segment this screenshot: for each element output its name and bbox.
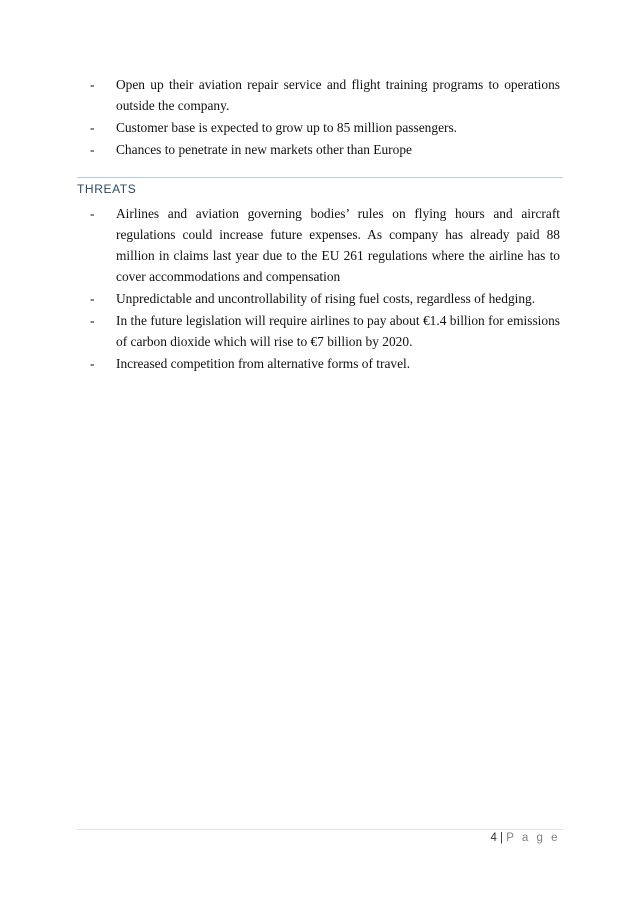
list-item: [90, 117, 560, 138]
page-number: 4: [490, 832, 497, 844]
page-label: P a g e: [506, 832, 560, 844]
bullet-dash: -: [90, 120, 95, 135]
list-item: [90, 310, 560, 352]
list-item: [90, 353, 560, 374]
list-item-text: Unpredictable and uncontrollability of rising fuel costs, regardless of hedging.: [116, 291, 536, 306]
list-item-text: Chances to penetrate in new markets other than Europe: [116, 142, 412, 157]
list-item-text: Increased competition from alternative forms of travel.: [116, 356, 411, 371]
list-item-text: Open up their aviation repair service and flight training programs to operations outside the company.: [116, 77, 560, 113]
bullet-dash: -: [90, 291, 95, 306]
threats-list: [90, 203, 560, 375]
bullet-dash: -: [90, 313, 95, 328]
threats-heading: THREATS: [77, 177, 563, 203]
list-item: [90, 74, 560, 116]
list-item-text: Airlines and aviation governing bodies’ rules on flying hours and aircraft regulations could increase future expenses. As company has already paid 88 million in claims last year due to the EU 261 regulations where the airline has to cover accommodations and compensation: [116, 206, 560, 284]
bullet-dash: -: [90, 206, 95, 221]
list-item-text: Customer base is expected to grow up to 85 million passengers.: [116, 120, 458, 135]
opportunities-list: [90, 74, 560, 161]
footer-separator: |: [500, 832, 504, 844]
footer-divider: [77, 829, 563, 830]
bullet-dash: -: [90, 356, 95, 371]
list-item: [90, 139, 560, 160]
page-footer: [490, 832, 560, 844]
bullet-dash: -: [90, 77, 95, 92]
bullet-dash: -: [90, 142, 95, 157]
list-item-text: In the future legislation will require airlines to pay about €1.4 billion for emissions of carbon dioxide which will rise to €7 billion by 2020.: [116, 313, 560, 349]
list-item: [90, 203, 560, 287]
list-item: [90, 288, 560, 309]
